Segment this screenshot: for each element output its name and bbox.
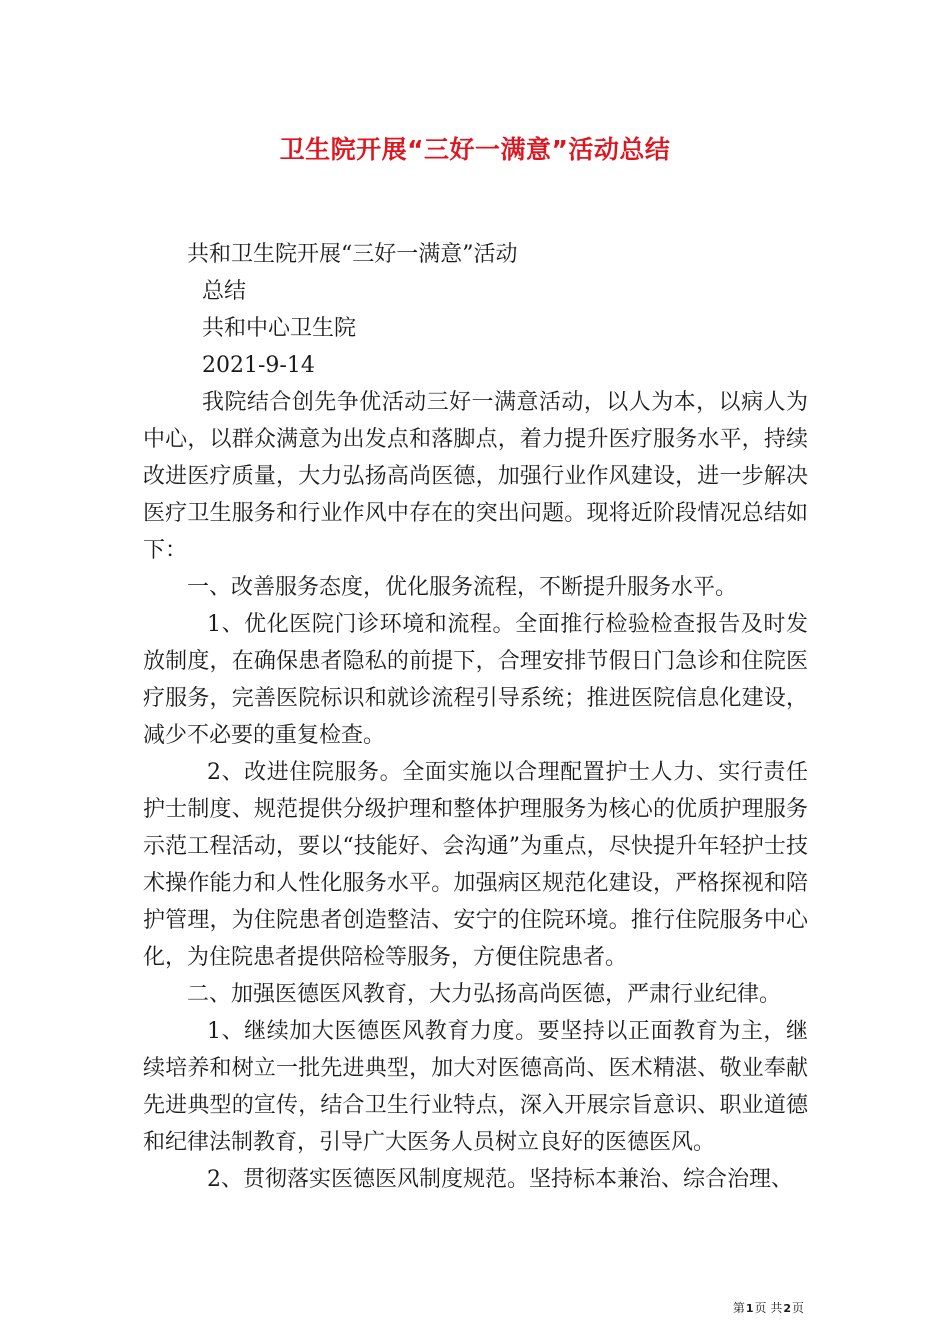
subtitle-line-2: 总结 bbox=[202, 279, 247, 304]
section-heading-2: 二、加强医德医风教育，大力弘扬高尚医德，严肃行业纪律。 bbox=[187, 982, 782, 1007]
subtitle-line-1: 共和卫生院开展“三好一满意”活动 bbox=[187, 242, 518, 267]
page-number-footer bbox=[733, 1300, 804, 1317]
page-suffix: 页 bbox=[791, 1301, 804, 1315]
page-prefix: 第 bbox=[732, 1301, 745, 1315]
current-page-number: 1 bbox=[745, 1302, 754, 1315]
paragraph-item: 1、继续加大医德医风教育力度。要坚持以正面教育为主，继续培养和树立一批先进典型，加大对医德高尚、医术精湛、敬业奉献先进典型的宣传，结合卫生行业特点，深入开展宗旨意识、职业道德和纪律法制教育，引导广大医务人员树立良好的医德医风。 bbox=[143, 1019, 808, 1155]
paragraph-item: 1、优化医院门诊环境和流程。全面推行检验检查报告及时发放制度，在确保患者隐私的前提下，合理安排节假日门急诊和住院医疗服务，完善医院标识和就诊流程引导系统；推进医院信息化建设，减少不必要的重复检查。 bbox=[143, 612, 808, 748]
paragraph-intro: 我院结合创先争优活动三好一满意活动，以人为本，以病人为中心，以群众满意为出发点和落脚点，着力提升医疗服务水平，持续改进医疗质量，大力弘扬高尚医德，加强行业作风建设，进一步解决医疗卫生服务和行业作风中存在的突出问题。现将近阶段情况总结如下： bbox=[143, 390, 808, 563]
document-date: 2021-9-14 bbox=[202, 353, 315, 378]
paragraph-item: 2、改进住院服务。全面实施以合理配置护士人力、实行责任护士制度、规范提供分级护理和整体护理服务为核心的优质护理服务示范工程活动，要以“技能好、会沟通”为重点，尽快提升年轻护士技术操作能力和人性化服务水平。加强病区规范化建设，严格探视和陪护管理，为住院患者创造整洁、安宁的住院环境。推行住院服务中心化，为住院患者提供陪检等服务，方便住院患者。 bbox=[143, 760, 808, 970]
document-title: 卫生院开展“三好一满意”活动总结 bbox=[279, 135, 671, 164]
document-body bbox=[143, 236, 808, 1198]
total-page-number: 2 bbox=[783, 1302, 791, 1315]
section-heading-1: 一、改善服务态度，优化服务流程，不断提升服务水平。 bbox=[187, 575, 738, 600]
organization-name: 共和中心卫生院 bbox=[202, 316, 357, 341]
paragraph-item: 2、贯彻落实医德医风制度规范。坚持标本兼治、综合治理、 bbox=[207, 1167, 793, 1192]
page-middle-text: 页 共 bbox=[754, 1301, 783, 1315]
